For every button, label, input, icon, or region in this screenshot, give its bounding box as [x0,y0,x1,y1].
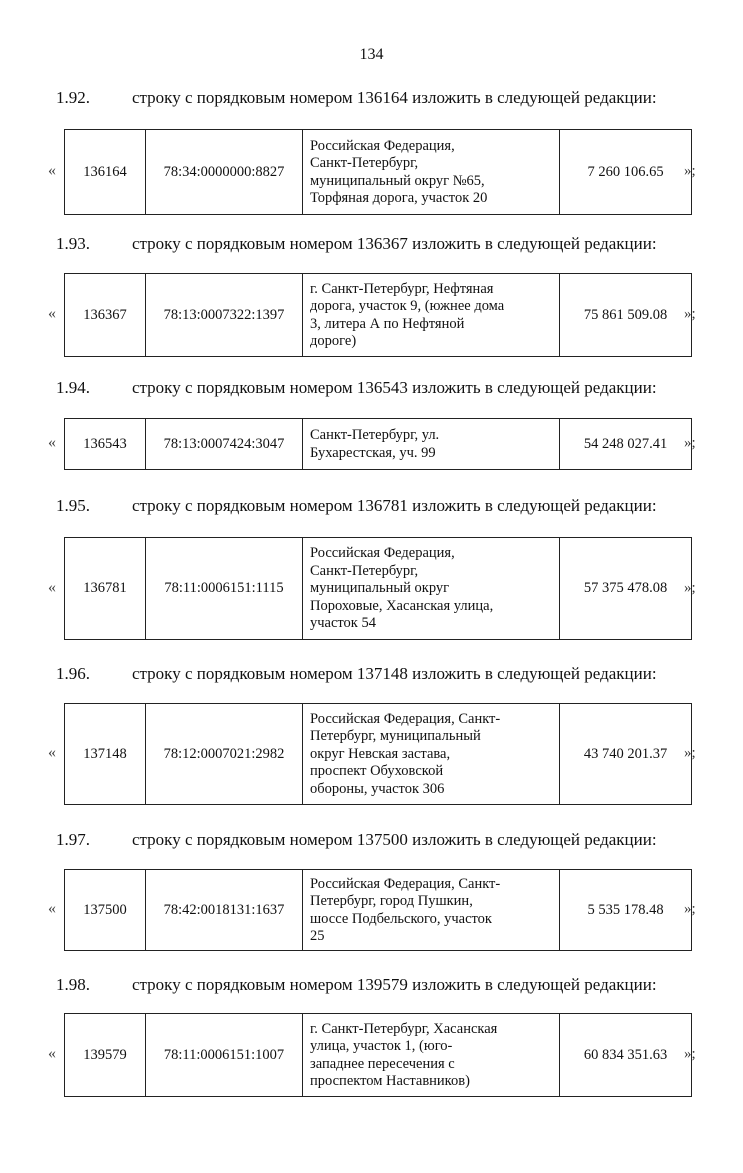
address-line: проспект Обуховской [310,763,444,780]
cadastral-number-cell: 78:11:0006151:1007 [146,1014,303,1097]
cadastral-value-cell: 54 248 027.41 [560,419,692,470]
item-text: строку с порядковым номером 137148 изложить в следующей редакции: [132,664,657,683]
item-text: строку с порядковым номером 136543 изложить в следующей редакции: [132,378,657,397]
cadastral-number-cell: 78:11:0006151:1115 [146,538,303,640]
address-line: западнее пересечения с [310,1055,455,1072]
address-line: дорога, участок 9, (южнее дома [310,298,505,314]
row-number-cell: 139579 [65,1014,146,1097]
opening-quote: « [48,162,56,179]
register-row-table [64,1013,692,1097]
table-row [65,538,692,640]
cadastral-number-cell: 78:13:0007424:3047 [146,419,303,470]
address-line: г. Санкт-Петербург, Хасанская [310,1020,498,1037]
item-number: 1.92. [56,88,90,107]
address-line: Российская Федерация, [310,545,455,562]
cadastral-value-cell: 75 861 509.08 [560,274,692,357]
opening-quote: « [48,305,56,322]
address-cell [303,870,560,951]
closing-quote: »; [684,901,696,917]
address-cell [303,538,560,640]
table-row [65,130,692,215]
closing-quote: »; [684,579,696,596]
address-line: Петербург, город Пушкин, [310,893,473,909]
item-text: строку с порядковым номером 136781 изложить в следующей редакции: [132,496,657,515]
address-line: проспектом Наставников) [310,1073,470,1089]
row-number-cell: 136367 [65,274,146,357]
row-number-cell: 137148 [65,704,146,805]
address-line: 3, литера А по Нефтяной [310,315,465,332]
item-number: 1.93. [56,234,90,253]
address-cell [303,704,560,805]
cadastral-value-cell: 43 740 201.37 [560,704,692,805]
cadastral-number-cell: 78:42:0018131:1637 [146,870,303,951]
closing-quote: »; [684,435,696,451]
cadastral-value-cell: 7 260 106.65 [560,130,692,215]
cadastral-value-cell: 57 375 478.08 [560,538,692,640]
register-row-table [64,418,692,470]
register-row-table [64,537,692,640]
address-line: шоссе Подбельского, участок [310,910,492,927]
table-row [65,274,692,357]
cadastral-number-cell: 78:34:0000000:8827 [146,130,303,215]
address-line: Санкт-Петербург, [310,562,419,579]
address-cell [303,130,560,215]
item-number: 1.97. [56,830,90,849]
opening-quote: « [48,434,56,451]
cadastral-number-cell: 78:13:0007322:1397 [146,274,303,357]
row-number-cell: 137500 [65,870,146,951]
address-line: участок 54 [310,615,376,632]
item-number: 1.94. [56,378,90,397]
opening-quote: « [48,578,56,596]
address-line: г. Санкт-Петербург, Нефтяная [310,280,494,297]
row-number-cell: 136781 [65,538,146,640]
table-row [65,1014,692,1097]
address-line: 25 [310,928,325,944]
address-cell [303,274,560,357]
table-row [65,704,692,805]
address-line: Петербург, муниципальный [310,728,481,745]
table-row [65,870,692,951]
opening-quote: « [48,1045,56,1062]
address-line: Санкт-Петербург, ул. [310,427,440,443]
register-row-table [64,273,692,357]
item-number: 1.96. [56,664,90,683]
cadastral-value-cell: 5 535 178.48 [560,870,692,951]
closing-quote: »; [684,163,696,179]
address-cell [303,419,560,470]
address-line: обороны, участок 306 [310,780,445,797]
address-line: округ Невская застава, [310,745,451,762]
address-line: Бухарестская, уч. 99 [310,444,436,461]
page-number: 134 [359,46,384,63]
address-line: муниципальный округ [310,580,450,597]
cadastral-value-cell: 60 834 351.63 [560,1014,692,1097]
item-text: строку с порядковым номером 136367 изложить в следующей редакции: [132,234,657,253]
address-line: муниципальный округ №65, [310,172,485,189]
opening-quote: « [48,900,56,917]
item-text: строку с порядковым номером 137500 изложить в следующей редакции: [132,830,657,849]
closing-quote: »; [684,1046,696,1062]
row-number-cell: 136164 [65,130,146,215]
closing-quote: »; [684,745,696,761]
address-line: Санкт-Петербург, [310,155,419,171]
register-row-table [64,129,692,215]
table-row [65,419,692,470]
address-line: Российская Федерация, Санкт- [310,875,501,892]
item-text: строку с порядковым номером 136164 изложить в следующей редакции: [132,88,657,107]
address-line: Торфяная дорога, участок 20 [310,190,488,206]
address-line: Российская Федерация, [310,137,455,154]
register-row-table [64,869,692,951]
closing-quote: »; [684,306,696,322]
item-text: строку с порядковым номером 139579 изложить в следующей редакции: [132,975,657,994]
address-line: дороге) [310,333,357,349]
address-line: Российская Федерация, Санкт- [310,710,501,727]
register-row-table [64,703,692,805]
item-number: 1.95. [56,496,90,515]
address-line: улица, участок 1, (юго- [310,1038,453,1054]
cadastral-number-cell: 78:12:0007021:2982 [146,704,303,805]
address-cell [303,1014,560,1097]
item-number: 1.98. [56,975,90,994]
row-number-cell: 136543 [65,419,146,470]
address-line: Пороховые, Хасанская улица, [310,597,494,614]
opening-quote: « [48,744,56,761]
